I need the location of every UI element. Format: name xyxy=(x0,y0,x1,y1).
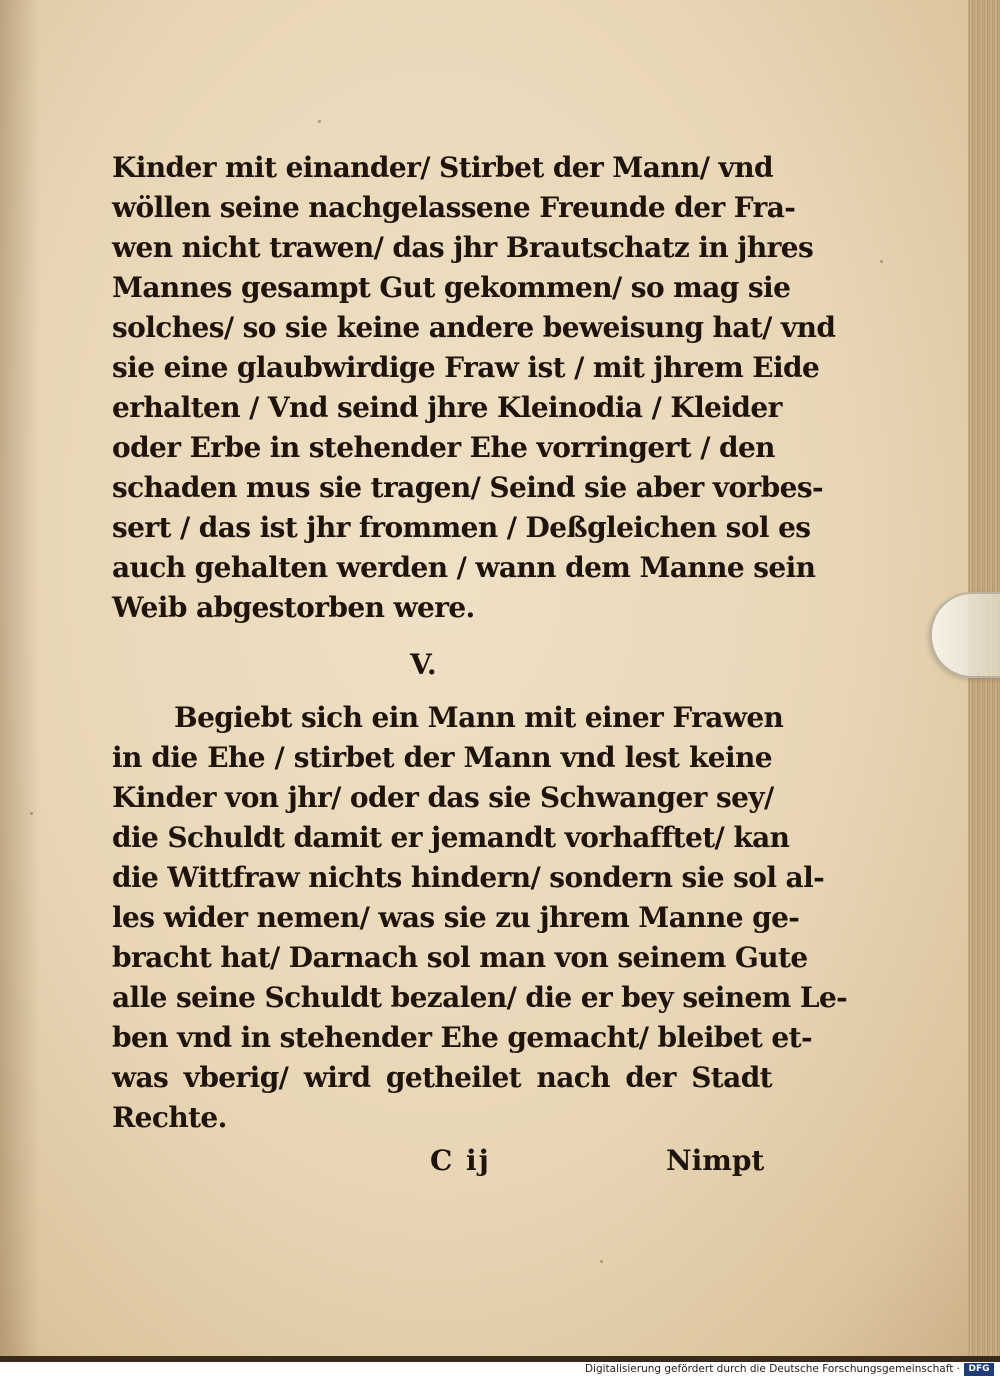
text-line: wen nicht trawen/ das jhr Brautschatz in jhres xyxy=(112,231,814,264)
paper-speck xyxy=(30,812,33,815)
text-line: die Schuldt damit er jemandt vorhafftet/ kan xyxy=(112,821,790,854)
text-line: schaden mus sie tragen/ Seind sie aber vorbes- xyxy=(112,471,824,504)
text-line: Rechte. xyxy=(112,1101,227,1134)
signature-mark: C ij xyxy=(430,1144,491,1177)
text-line: was vberig/ wird getheilet nach der Stadt xyxy=(112,1061,772,1094)
paragraph-1 xyxy=(112,148,836,628)
section-number: V. xyxy=(410,648,437,681)
text-line: sie eine glaubwirdige Fraw ist / mit jhrem Eide xyxy=(112,351,820,384)
text-line: Begiebt sich ein Mann mit einer Frawen xyxy=(174,701,784,734)
text-line: alle seine Schuldt bezalen/ die er bey seinem Le- xyxy=(112,981,848,1014)
text-line: Mannes gesampt Gut gekommen/ so mag sie xyxy=(112,271,791,304)
text-line: erhalten / Vnd seind jhre Kleinodia / Kleider xyxy=(112,391,782,424)
text-line: les wider nemen/ was sie zu jhrem Manne ge- xyxy=(112,901,800,934)
text-line: auch gehalten werden / wann dem Manne sein xyxy=(112,551,816,584)
catchword: Nimpt xyxy=(666,1144,765,1177)
paper-speck xyxy=(318,120,321,123)
text-line: Kinder mit einander/ Stirbet der Mann/ vnd xyxy=(112,151,773,184)
paper-speck xyxy=(880,260,883,263)
text-line: bracht hat/ Darnach sol man von seinem Gute xyxy=(112,941,808,974)
text-line: Weib abgestorben were. xyxy=(112,591,475,624)
text-line: Kinder von jhr/ oder das sie Schwanger sey/ xyxy=(112,781,774,814)
text-line: oder Erbe in stehender Ehe vorringert / den xyxy=(112,431,775,464)
text-line: solches/ so sie keine andere beweisung hat/ vnd xyxy=(112,311,836,344)
text-line: ben vnd in stehender Ehe gemacht/ bleibet et- xyxy=(112,1021,812,1054)
text-line: in die Ehe / stirbet der Mann vnd lest keine xyxy=(112,741,772,774)
page-edge-stack xyxy=(968,0,1000,1356)
text-line: die Wittfraw nichts hindern/ sondern sie sol al- xyxy=(112,861,825,894)
dfg-logo-icon: DFG xyxy=(964,1363,994,1376)
text-line: wöllen seine nachgelassene Freunde der Fra- xyxy=(112,191,796,224)
footer-bar xyxy=(0,1362,1000,1378)
spine-shadow xyxy=(0,0,40,1356)
paragraph-2 xyxy=(112,698,848,1138)
paper-speck xyxy=(600,1260,603,1263)
footer-credit: Digitalisierung gefördert durch die Deutsche Forschungsgemeinschaft · xyxy=(584,1363,960,1375)
text-line: sert / das ist jhr frommen / Deßgleichen sol es xyxy=(112,511,811,544)
